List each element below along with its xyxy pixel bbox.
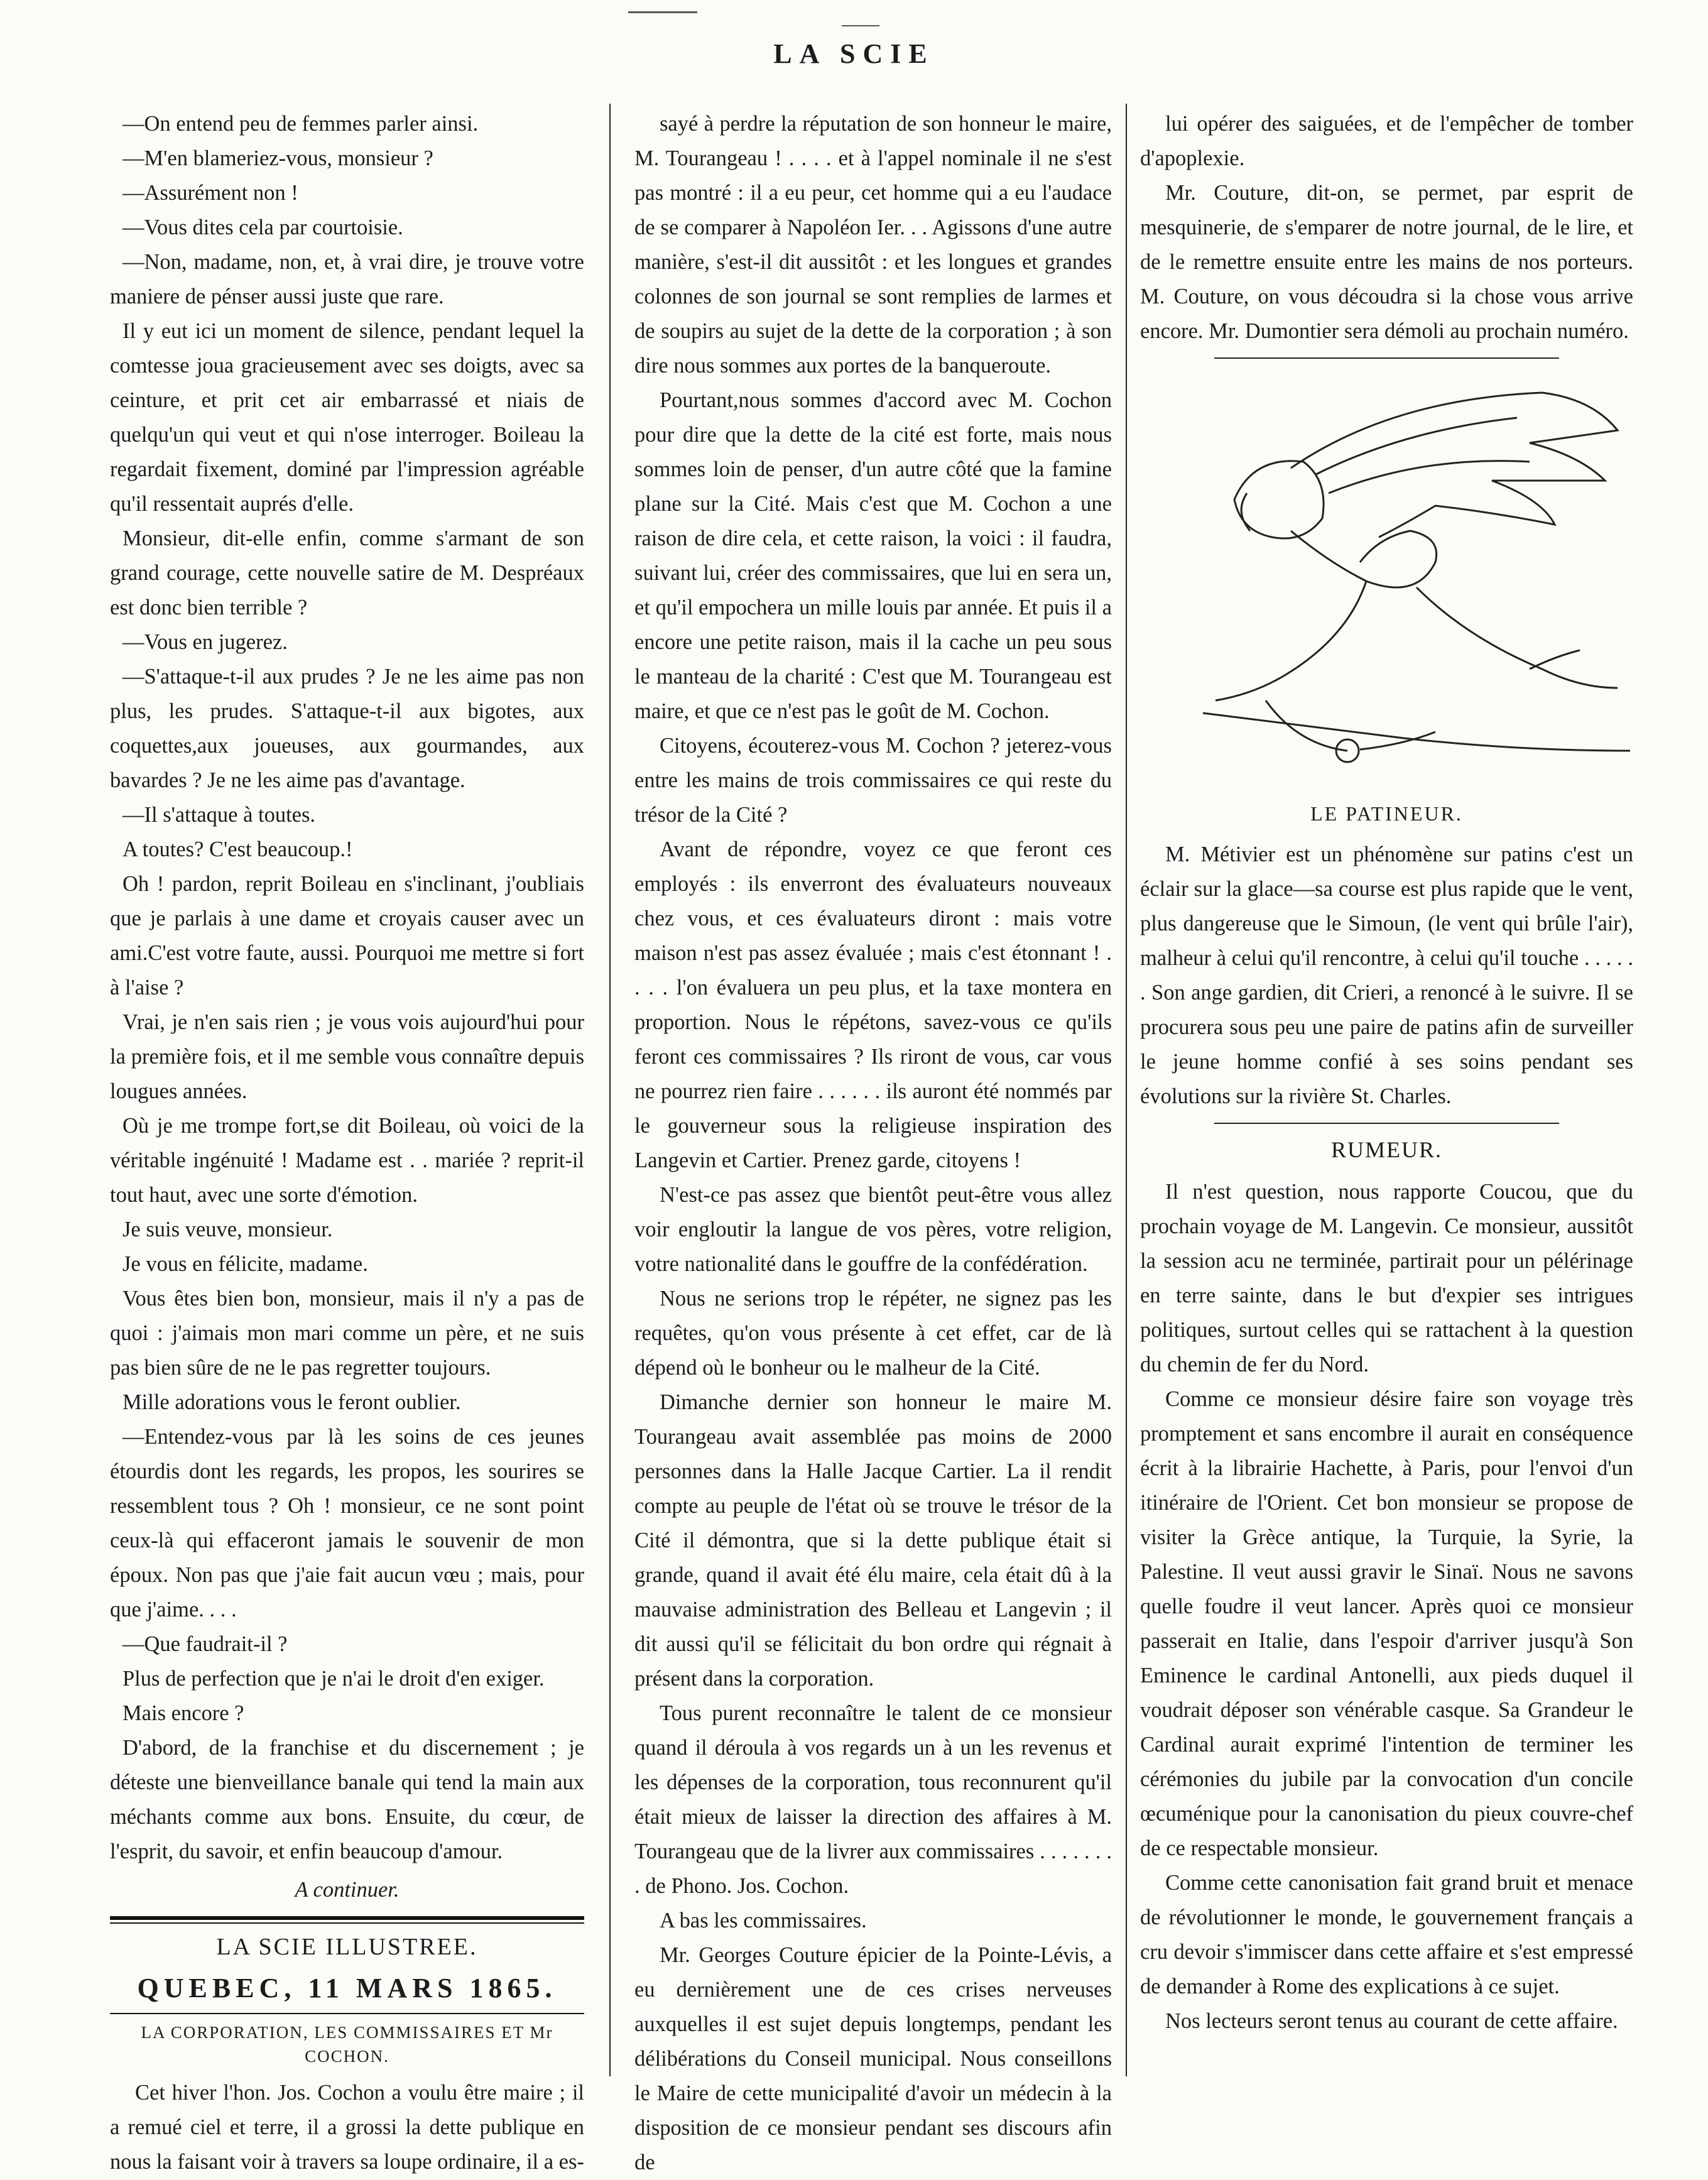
article-paragraph: Comme cette canonisation fait grand bruit et menace de révolutionner le monde, le gouvernement français a cru devoir s'immiscer dans cette affaire et s'est empressé de demander à Rome des explications à ce sujet. — [1140, 1871, 1633, 1998]
article-paragraph: Comme ce monsieur désire faire son voyage très promptement et sans encombre il aurait en conséquence écrit à la librairie Hachette, à Paris, pour l'envoi d'un itinéraire de l'Orient. Cet bon monsieur se propose de visiter la Grèce antique, la Turquie, la Syrie, la Palestine. Il veut aussi gravir le Sinaï. Nous ne savons quelle foudre il veut lancer. Après quoi ce monsieur passerait en Italie, dans l'espoir d'arriver jusqu'à Son Eminence le cardinal Antonelli, aux pieds duquel il voudrait déposer son vénérable casque. Sa Grandeur le Cardinal aurait exprimé l'intention de terminer les cérémonies du jubile par la convocation d'un concile œcuménique pour la canonisation du pieux couvre-chef de ce respectable monsieur. — [1140, 1387, 1633, 1860]
article-text — [634, 107, 1112, 2180]
article-paragraph: D'abord, de la franchise et du discernement ; je déteste une bienveillance banale qui tend la main aux méchants comme aux bons. Ensuite, du cœur, de l'esprit, du savoir, et enfin beaucoup d'amour. — [110, 1736, 584, 1863]
article-paragraph: Cet hiver l'hon. Jos. Cochon a voulu être maire ; il a remué ciel et terre, il a grossi la dette publique en nous la faisant voir à travers sa loupe ordinaire, il a es- — [110, 2081, 584, 2174]
article-paragraph: Avant de répondre, voyez ce que feront ces employés : ils enverront des évaluateurs nouveaux chez vous, et ces évaluateurs diront : mais votre maison n'est pas assez évaluée ; mais c'est étonnant ! . . . . l'on évaluera un peu plus, et la taxe montera en proportion. Nous le répétons, savez-vous ce qu'ils feront ces commissaires ? Ils riront de vous, car vous ne pourrez rien faire . . . . . . ils auront été nommés par le gouverneur sous la religieuse inspiration des Langevin et Cartier. Prenez garde, citoyens ! — [634, 837, 1112, 1172]
article-paragraph: Où je me trompe fort,se dit Boileau, où voici de la véritable ingénuité ! Madame est . . mariée ? reprit-il tout haut, avec une sorte d'émotion. — [110, 1114, 584, 1207]
section-rule — [1214, 357, 1560, 359]
section-title: RUMEUR. — [1330, 1137, 1443, 1162]
article-paragraph: Tous purent reconnaître le talent de ce monsieur quand il déroula à vos regards un à un les revenus et les dépenses de la corporation, tous reconnurent qu'il était mieux de laisser la direction des affaires à M. Tourangeau que de la livrer aux commissaires . . . . . . . . de Phono. Jos. Cochon. — [634, 1701, 1112, 1898]
paper-title: LA SCIE ILLUSTREE. — [216, 1934, 478, 1960]
article-paragraph: Vous êtes bien bon, monsieur, mais il n'y a pas de quoi : j'aimais mon mari comme un père, et ne suis pas bien sûre de ne le pas regretter toujours. — [110, 1287, 584, 1380]
section-rule — [110, 2013, 584, 2014]
skater-illustration — [1140, 374, 1633, 776]
article-paragraph: —Que faudrait-il ? — [122, 1632, 288, 1656]
article-paragraph: M. Métivier est un phénomène sur patins c'est un éclair sur la glace—sa course est plus rapide que le vent, plus dangereuse que le Simoun, (le vent qui brûle l'air), malheur à celui qu'il rencontre, à celui qu'il touche . . . . . . Son ange gardien, dit Crieri, a renoncé à le suivre. Il se procurera sous peu une paire de patins afin de surveiller le jeune homme confié à ses soins pendant ses évolutions sur la rivière St. Charles. — [1140, 842, 1633, 1108]
article-paragraph: —On entend peu de femmes parler ainsi. — [122, 112, 479, 136]
article-paragraph: Mille adorations vous le feront oublier. — [122, 1390, 461, 1414]
article-paragraph: Je suis veuve, monsieur. — [122, 1218, 333, 1241]
article-paragraph: Monsieur, dit-elle enfin, comme s'armant de son grand courage, cette nouvelle satire de M. Despréaux est donc bien terrible ? — [110, 526, 584, 619]
article-paragraph: —Vous en jugerez. — [122, 630, 288, 654]
article-paragraph: —Non, madame, non, et, à vrai dire, je trouve votre maniere de pénser aussi juste que rare. — [110, 250, 584, 308]
article-paragraph: N'est-ce pas assez que bientôt peut-être vous allez voir engloutir la langue de vos pères, votre religion, votre nationalité dans le gouffre de la confédération. — [634, 1183, 1112, 1276]
section-rule — [1214, 1123, 1560, 1124]
article-paragraph: lui opérer des saiguées, et de l'empêcher de tomber d'apoplexie. — [1140, 112, 1633, 170]
article-paragraph: Vrai, je n'en sais rien ; je vous vois aujourd'hui pour la première fois, et il me semble vous connaître depuis lougues années. — [110, 1010, 584, 1103]
article-paragraph: Il y eut ici un moment de silence, pendant lequel la comtesse joua gracieusement avec ses doigts, avec sa ceinture, et prit cet air embarrassé et niais de quelqu'un qui veut et qui n'ose interroger. Boileau la regardait fixement, dominé par l'impression agréable qu'il ressentait auprés d'elle. — [110, 319, 584, 516]
article-paragraph: Nos lecteurs seront tenus au courant de cette affaire. — [1165, 2009, 1618, 2033]
column-rule — [609, 104, 611, 2076]
article-paragraph: Il n'est question, nous rapporte Coucou, que du prochain voyage de M. Langevin. Ce monsieur, aussitôt la session acu ne terminée, partirait pour un pélérinage en terre sainte, dans le but d'expier ses intrigues politiques, surtout celles qui se rattachent à la question du chemin de fer du Nord. — [1140, 1180, 1633, 1376]
dateline: QUEBEC, 11 MARS 1865. — [137, 1973, 557, 2003]
print-noise — [842, 25, 879, 26]
article-paragraph: sayé à perdre la réputation de son honneur le maire, M. Tourangeau ! . . . . et à l'appel nominale il ne s'est pas montré : il a eu peur, cet homme qui a eu l'audace de se comparer à Napoléon Ier. . . Agissons d'une autre manière, s'est-il dit aussitôt : et les longues et grandes colonnes de son journal se sont remplies de larmes et de soupirs au sujet de la dette de la corporation ; à son dire nous sommes aux portes de la banqueroute. — [634, 112, 1112, 378]
article-paragraph: —Il s'attaque à toutes. — [122, 803, 316, 827]
article-paragraph: A bas les commissaires. — [660, 1909, 867, 1932]
article-paragraph: Plus de perfection que je n'ai le droit d'en exiger. — [122, 1667, 545, 1691]
illustration-caption: LE PATINEUR. — [1310, 802, 1463, 825]
print-noise — [628, 11, 697, 13]
column-2 — [634, 107, 1112, 2174]
dialogue-text — [110, 107, 584, 1869]
article-text — [1140, 1175, 1633, 2039]
section-rule — [110, 1922, 584, 1924]
article-paragraph: Oh ! pardon, reprit Boileau en s'inclinant, j'oubliais que je parlais à une dame et croyais causer avec un ami.C'est votre faute, aussi. Pourquoi me mettre si fort à l'aise ? — [110, 872, 584, 1000]
column-3 — [1140, 107, 1633, 2067]
article-paragraph: Mr. Couture, dit-on, se permet, par esprit de mesquinerie, de s'emparer de notre journal, de le lire, et de le remettre ensuite entre les mains de nos porteurs. M. Couture, on vous découdra si la chose vous arrive encore. Mr. Dumontier sera démoli au prochain numéro. — [1140, 181, 1633, 343]
article-paragraph: —Vous dites cela par courtoisie. — [122, 215, 403, 239]
section-rule — [110, 1916, 584, 1920]
article-paragraph: Pourtant,nous sommes d'accord avec M. Cochon pour dire que la dette de la cité est forte, mais nous sommes loin de penser, d'un autre côté que la famine plane sur la Cité. Mais c'est que M. Cochon a une raison de dire cela, et cette raison, la voici : il faudra, suivant lui, créer des commissaires, que lui en sera un, et qu'il empochera un mille louis par année. Et puis il a encore une petite raison, mais il la cache un peu sous le manteau de la charité : C'est que M. Tourangeau est maire, et que ce n'est pas le goût de M. Cochon. — [634, 388, 1112, 723]
article-paragraph: Nous ne serions trop le répéter, ne signez pas les requêtes, qu'on vous présente à cet effet, car de là dépend où le bonheur ou le malheur de la Cité. — [634, 1287, 1112, 1380]
article-paragraph: Dimanche dernier son honneur le maire M. Tourangeau avait assemblée pas moins de 2000 personnes dans la Halle Jacque Cartier. La il rendit compte au peuple de l'état où se trouve le trésor de la Cité il démontra, que si la dette publique était si grande, quand il avait été élu maire, cela était dû à la mauvaise administration des Belleau et Langevin ; il dit aussi qu'il se félicitait du bon ordre qui régnait à présent dans la corporation. — [634, 1390, 1112, 1691]
article-paragraph: Mais encore ? — [122, 1701, 244, 1725]
article-headline: LA CORPORATION, LES COMMISSAIRES ET Mr COCHON. — [141, 2023, 553, 2066]
article-text — [1140, 107, 1633, 349]
masthead: LA SCIE — [773, 38, 935, 69]
article-paragraph: Je vous en félicite, madame. — [122, 1252, 368, 1276]
article-paragraph: —Assurément non ! — [122, 181, 298, 205]
article-paragraph: —M'en blameriez-vous, monsieur ? — [122, 146, 433, 170]
article-paragraph: —S'attaque-t-il aux prudes ? Je ne les aime pas non plus, les prudes. S'attaque-t-il aux bigotes, aux coquettes,aux joueuses, aux gourmandes, aux bavardes ? Je ne les aime pas d'avantage. — [110, 665, 584, 792]
column-1 — [110, 107, 584, 2174]
continuer-note: A continuer. — [295, 1878, 400, 1902]
article-paragraph: Mr. Georges Couture épicier de la Pointe-Lévis, a eu dernièrement une de ces crises nerveuses auxquelles il est sujet depuis longtemps, pendant les délibérations du Conseil municipal. Nous conseillons le Maire de cette municipalité d'avoir un médecin à la disposition de ce monsieur pendant ses discours afin de — [634, 1943, 1112, 2174]
article-paragraph: A toutes? C'est beaucoup.! — [122, 837, 353, 861]
column-rule — [1126, 104, 1127, 2076]
article-paragraph: —Entendez-vous par là les soins de ces jeunes étourdis dont les regards, les propos, les sourires se ressemblent tous ? Oh ! monsieur, ce ne sont point ceux-là qui effaceront jamais le souvenir de mon époux. Non pas que j'aie fait aucun vœu ; mais, pour que j'aime. . . . — [110, 1425, 584, 1621]
article-paragraph: Citoyens, écouterez-vous M. Cochon ? jeterez-vous entre les mains de trois commissaires ce qui reste du trésor de la Cité ? — [634, 734, 1112, 827]
